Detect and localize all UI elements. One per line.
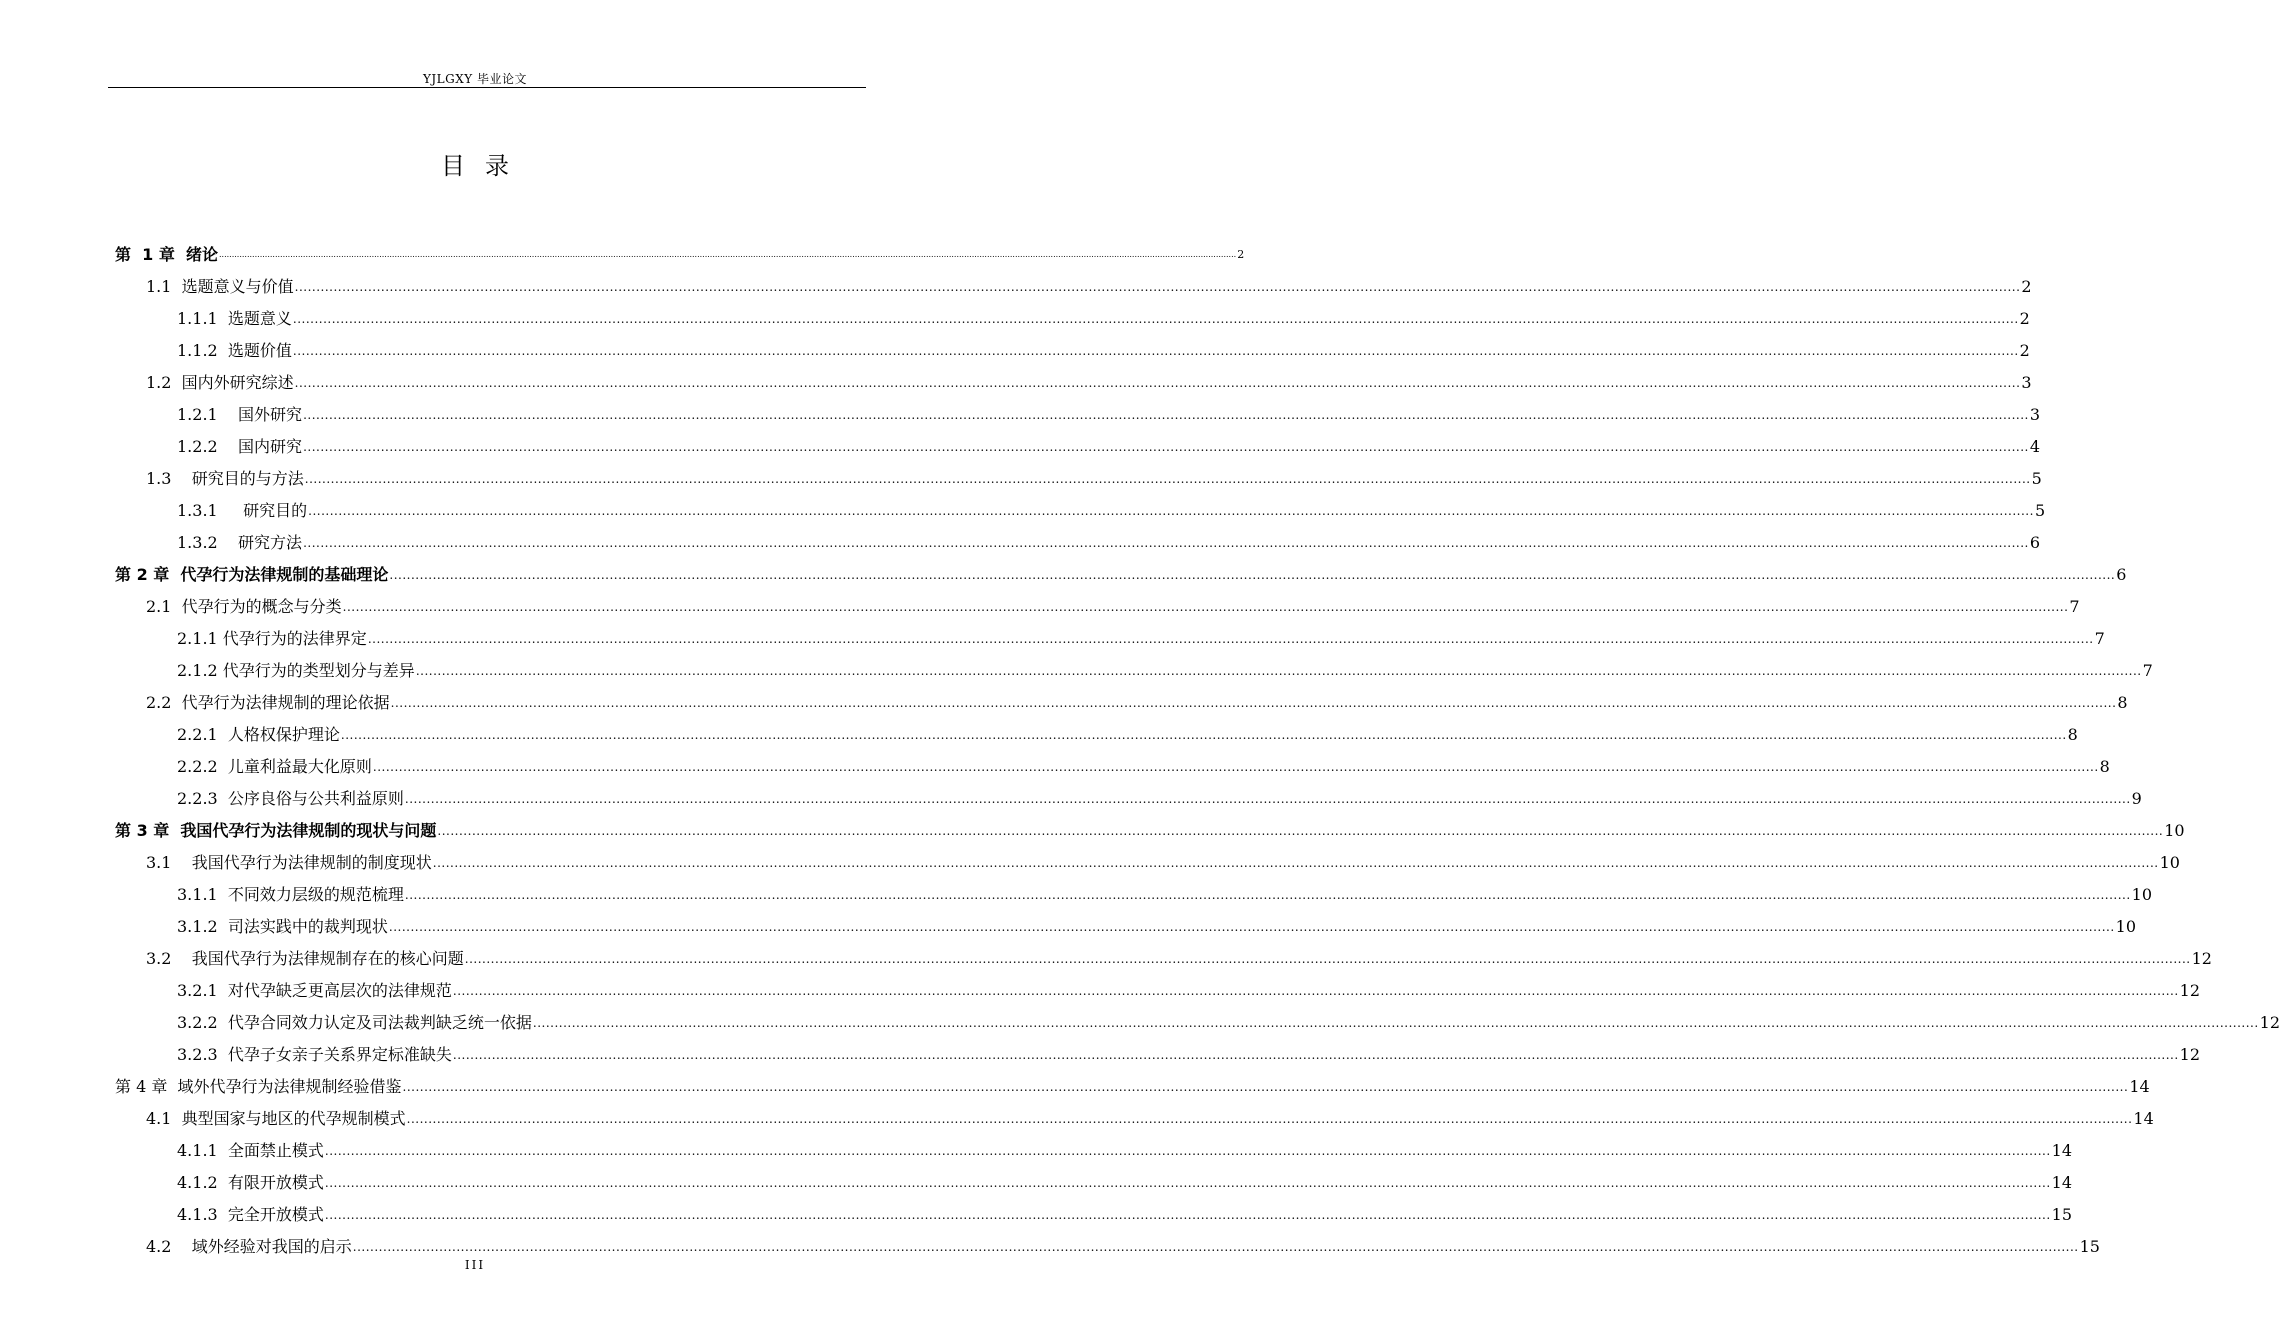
leader-dots: ................................................................................................................................................................................................................................................................................................................................................................................................................ [404,888,2131,902]
toc-entry-chapter-2[interactable] [115,553,2127,585]
leader-dots: ................................................................................................................................................................................................................................................................................................................................................................................................................ [352,1240,2079,1254]
toc-entry-page: 12 [2259,1013,2280,1032]
toc-entry-page: 7 [2069,597,2080,616]
leader-dots: ................................................................................................................................................................................................................................................................................................................................................................................................................ [219,250,1237,259]
toc-entry-label: 1.2.2 国内研究 [177,437,303,456]
toc-entry-page: 14 [2133,1109,2154,1128]
toc-entry-label: 4.1.3 完全开放模式 [177,1205,324,1224]
toc-entry-page: 12 [2179,1045,2201,1064]
leader-dots: ................................................................................................................................................................................................................................................................................................................................................................................................................ [372,760,2099,774]
toc-entry-page: 4 [2029,437,2041,456]
toc-entry-2-2-1[interactable] [177,713,2078,745]
leader-dots: ................................................................................................................................................................................................................................................................................................................................................................................................................ [324,1144,2051,1158]
toc-entry-label: 2.2.2 儿童利益最大化原则 [177,757,372,776]
toc-entry-label: 1.1 选题意义与价值 [146,277,294,296]
toc-entry-chapter-1[interactable] [115,233,1245,265]
toc-entry-1-3-2[interactable] [177,521,2041,553]
toc-entry-4-1[interactable] [146,1097,2154,1129]
toc-entry-label: 3.2.2 代孕合同效力认定及司法裁判缺乏统一依据 [177,1013,532,1032]
toc-entry-page: 5 [2031,469,2042,488]
toc-entry-page: 2 [1237,248,1245,261]
page-number: III [464,1258,486,1272]
toc-entry-label: 4.1 典型国家与地区的代孕规制模式 [146,1109,406,1128]
toc-entry-page: 14 [2129,1077,2150,1096]
toc-entry-page: 14 [2051,1173,2073,1192]
leader-dots: ................................................................................................................................................................................................................................................................................................................................................................................................................ [294,280,2021,294]
leader-dots: ................................................................................................................................................................................................................................................................................................................................................................................................................ [464,952,2191,966]
leader-dots: ................................................................................................................................................................................................................................................................................................................................................................................................................ [294,376,2021,390]
toc-entry-page: 2 [2021,277,2032,296]
toc-entry-label: 2.1.1 代孕行为的法律界定 [177,629,367,648]
toc-entry-page: 8 [2099,757,2110,776]
toc-entry-label: 1.3.2 研究方法 [177,533,303,552]
toc-entry-label: 1.1.2 选题价值 [177,341,292,360]
toc-entry-1-3-1[interactable] [177,489,2046,521]
leader-dots: ................................................................................................................................................................................................................................................................................................................................................................................................................ [415,664,2142,678]
toc-entry-page: 6 [2116,565,2127,584]
toc-title: 目录 [441,152,529,180]
toc-entry-page: 2 [2019,341,2030,360]
toc-entry-3-2-2[interactable] [177,1001,2280,1033]
toc-entry-page: 2 [2019,309,2030,328]
toc-entry-label: 3.1.1 不同效力层级的规范梳理 [177,885,404,904]
toc-entry-label: 1.1.1 选题意义 [177,309,292,328]
toc-entry-label: 1.2 国内外研究综述 [146,373,294,392]
leader-dots: ................................................................................................................................................................................................................................................................................................................................................................................................................ [452,984,2179,998]
toc-entry-1-1-2[interactable] [177,329,2030,361]
leader-dots: ................................................................................................................................................................................................................................................................................................................................................................................................................ [324,1208,2051,1222]
toc-entry-page: 15 [2051,1205,2073,1224]
toc-entry-page: 15 [2079,1237,2100,1256]
toc-entry-4-1-2[interactable] [177,1161,2073,1193]
leader-dots: ................................................................................................................................................................................................................................................................................................................................................................................................................ [342,600,2069,614]
toc-entry-2-1[interactable] [146,585,2080,617]
leader-dots: ................................................................................................................................................................................................................................................................................................................................................................................................................ [432,856,2159,870]
toc-entry-label: 第 4 章 域外代孕行为法律规制经验借鉴 [115,1077,402,1096]
toc-entry-2-1-1[interactable] [177,617,2105,649]
leader-dots: ................................................................................................................................................................................................................................................................................................................................................................................................................ [292,312,2019,326]
toc-entry-1-2-1[interactable] [177,393,2041,425]
toc-entry-label: 第 3 章 我国代孕行为法律规制的现状与问题 [115,821,437,840]
toc-entry-page: 10 [2159,853,2180,872]
toc-entry-3-2-1[interactable] [177,969,2201,1001]
leader-dots: ................................................................................................................................................................................................................................................................................................................................................................................................................ [389,568,2116,582]
toc-entry-3-1-2[interactable] [177,905,2137,937]
toc-entry-page: 8 [2067,725,2078,744]
toc-entry-label: 3.2 我国代孕行为法律规制存在的核心问题 [146,949,464,968]
toc-entry-4-1-1[interactable] [177,1129,2073,1161]
page-header: YJLGXY 毕业论文 [422,72,528,86]
toc-entry-label: 2.2 代孕行为法律规制的理论依据 [146,693,390,712]
leader-dots: ................................................................................................................................................................................................................................................................................................................................................................................................................ [303,408,2029,422]
toc-entry-page: 3 [2029,405,2041,424]
toc-entry-3-2-3[interactable] [177,1033,2201,1065]
toc-entry-page: 7 [2142,661,2153,680]
toc-entry-page: 7 [2094,629,2105,648]
toc-entry-label: 第 2 章 代孕行为法律规制的基础理论 [115,565,389,584]
toc-entry-label: 1.3.1 研究目的 [177,501,308,520]
toc-entry-2-2-2[interactable] [177,745,2110,777]
toc-entry-2-1-2[interactable] [177,649,2153,681]
leader-dots: ................................................................................................................................................................................................................................................................................................................................................................................................................ [292,344,2019,358]
header-rule [108,87,866,88]
leader-dots: ................................................................................................................................................................................................................................................................................................................................................................................................................ [452,1048,2179,1062]
leader-dots: ................................................................................................................................................................................................................................................................................................................................................................................................................ [388,920,2115,934]
toc-entry-page: 10 [2131,885,2153,904]
toc-entry-4-2[interactable] [146,1225,2100,1257]
toc-entry-label: 2.2.1 人格权保护理论 [177,725,340,744]
leader-dots: ................................................................................................................................................................................................................................................................................................................................................................................................................ [406,1112,2133,1126]
toc-entry-page: 9 [2131,789,2142,808]
toc-entry-label: 第 1 章 绪论 [115,245,218,264]
toc-entry-label: 3.1.2 司法实践中的裁判现状 [177,917,388,936]
leader-dots: ................................................................................................................................................................................................................................................................................................................................................................................................................ [404,792,2131,806]
toc-entry-label: 4.2 域外经验对我国的启示 [146,1237,352,1256]
toc-entry-label: 4.1.1 全面禁止模式 [177,1141,324,1160]
toc-entry-1-1-1[interactable] [177,297,2030,329]
leader-dots: ................................................................................................................................................................................................................................................................................................................................................................................................................ [437,824,2164,838]
leader-dots: ................................................................................................................................................................................................................................................................................................................................................................................................................ [303,440,2029,454]
toc-entry-page: 14 [2051,1141,2073,1160]
toc-entry-label: 3.2.1 对代孕缺乏更高层次的法律规范 [177,981,452,1000]
leader-dots: ................................................................................................................................................................................................................................................................................................................................................................................................................ [390,696,2117,710]
toc-entry-1-3[interactable] [146,457,2042,489]
toc-entry-label: 1.2.1 国外研究 [177,405,303,424]
toc-entry-page: 8 [2117,693,2128,712]
leader-dots: ................................................................................................................................................................................................................................................................................................................................................................................................................ [324,1176,2051,1190]
toc-entry-page: 6 [2029,533,2041,552]
toc-entry-page: 12 [2179,981,2201,1000]
toc-entry-page: 10 [2115,917,2137,936]
toc-entry-label: 2.1.2 代孕行为的类型划分与差异 [177,661,415,680]
leader-dots: ................................................................................................................................................................................................................................................................................................................................................................................................................ [303,536,2029,550]
toc-entry-1-2-2[interactable] [177,425,2041,457]
toc-entry-1-2[interactable] [146,361,2032,393]
toc-entry-label: 3.2.3 代孕子女亲子关系界定标准缺失 [177,1045,452,1064]
toc-entry-chapter-3[interactable] [115,809,2185,841]
toc-entry-2-2-3[interactable] [177,777,2142,809]
toc-entry-label: 3.1 我国代孕行为法律规制的制度现状 [146,853,432,872]
toc-entry-4-1-3[interactable] [177,1193,2073,1225]
leader-dots: ................................................................................................................................................................................................................................................................................................................................................................................................................ [402,1080,2129,1094]
toc-entry-3-2[interactable] [146,937,2212,969]
leader-dots: ................................................................................................................................................................................................................................................................................................................................................................................................................ [308,504,2034,518]
toc-entry-page: 12 [2191,949,2212,968]
toc-entry-page: 3 [2021,373,2032,392]
toc-entry-chapter-4[interactable] [115,1065,2150,1097]
toc-entry-page: 5 [2034,501,2046,520]
leader-dots: ................................................................................................................................................................................................................................................................................................................................................................................................................ [367,632,2094,646]
leader-dots: ................................................................................................................................................................................................................................................................................................................................................................................................................ [340,728,2067,742]
toc-entry-label: 2.1 代孕行为的概念与分类 [146,597,342,616]
toc-entry-3-1-1[interactable] [177,873,2153,905]
toc-entry-1-1[interactable] [146,265,2032,297]
toc-entry-label: 1.3 研究目的与方法 [146,469,304,488]
leader-dots: ................................................................................................................................................................................................................................................................................................................................................................................................................ [532,1016,2259,1030]
toc-entry-2-2[interactable] [146,681,2128,713]
toc-entry-3-1[interactable] [146,841,2180,873]
toc-entry-label: 4.1.2 有限开放模式 [177,1173,324,1192]
toc-entry-page: 10 [2164,821,2185,840]
toc-entry-label: 2.2.3 公序良俗与公共利益原则 [177,789,404,808]
leader-dots: ................................................................................................................................................................................................................................................................................................................................................................................................................ [304,472,2031,486]
